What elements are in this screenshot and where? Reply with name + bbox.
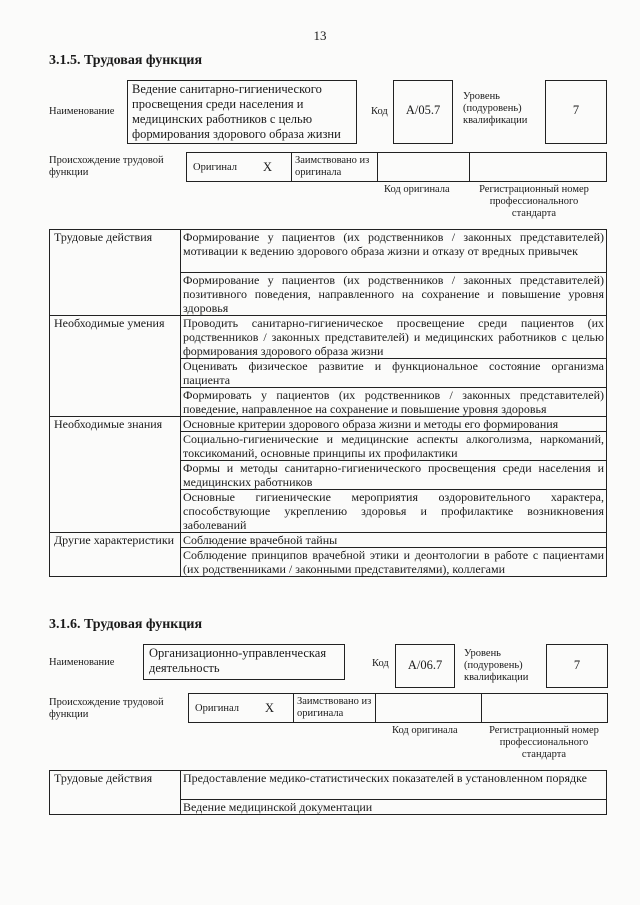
table-item: Оценивать физическое развитие и функциональное состояние организма пациента: [181, 359, 607, 388]
code-value: A/06.7: [395, 644, 455, 688]
table-item: Формировать у пациентов (их родственников / законных представителей) поведение, направленное на сохранение и повышение уровня здоровья: [181, 388, 607, 417]
level-value: 7: [545, 80, 607, 144]
origin-label: Происхождение трудовой функции: [49, 697, 164, 720]
original-mark: X: [263, 160, 273, 174]
original-label: Оригинал: [195, 703, 239, 714]
code-label: Код: [371, 106, 388, 117]
table-item: Социально-гигиенические и медицинские аспекты алкоголизма, наркоманий, токсикоманий, основные принципы их профилактики: [181, 432, 607, 461]
table-item: Ведение медицинской документации: [181, 800, 607, 815]
function-table: [49, 229, 607, 577]
function-table: [49, 770, 607, 815]
category-cell: Другие характеристики: [50, 533, 181, 577]
table-item: Основные критерии здорового образа жизни и методы его формирования: [181, 417, 607, 432]
function-name: Ведение санитарно-гигиенического просвещения среди населения и медицинских работников с целью формирования здорового образа жизни: [127, 80, 357, 144]
level-value: 7: [546, 644, 608, 688]
reg-number-label: Регистрационный номер профессионального стандарта: [489, 725, 599, 760]
category-cell: Трудовые действия: [50, 230, 181, 316]
table-item: Формы и методы санитарно-гигиенического просвещения среди населения и медицинских работников: [181, 461, 607, 490]
original-label: Оригинал: [193, 162, 237, 173]
page-number: 13: [313, 28, 327, 43]
origin-row: [186, 152, 607, 182]
category-cell: Необходимые знания: [50, 417, 181, 533]
category-cell: Трудовые действия: [50, 771, 181, 815]
code-value: A/05.7: [393, 80, 453, 144]
origin-label: Происхождение трудовой функции: [49, 155, 164, 178]
section-heading: 3.1.5. Трудовая функция: [49, 53, 203, 68]
table-item: Соблюдение принципов врачебной этики и деонтологии в работе с пациентами (их родственниками / законными представителями), коллегами: [181, 548, 607, 577]
table-item: Соблюдение врачебной тайны: [181, 533, 607, 548]
section-heading: 3.1.6. Трудовая функция: [49, 617, 203, 632]
table-item: Проводить санитарно-гигиеническое просвещение среди пациентов (их родственников / законных представителей) и медицинских работников с целью формирования здорового образа жизни: [181, 316, 607, 359]
name-label: Наименование: [49, 657, 115, 668]
name-label: Наименование: [49, 106, 115, 117]
function-name: Организационно-управленческая деятельность: [143, 644, 345, 680]
level-label: Уровень (подуровень) квалификации: [464, 648, 529, 683]
code-label: Код: [372, 658, 389, 669]
table-item: Формирование у пациентов (их родственников / законных представителей) позитивного поведения, направленного на сохранение и повышение уровня здоровья: [181, 273, 607, 316]
borrowed-label: Заимствовано из оригинала: [295, 155, 370, 178]
table-item: Предоставление медико-статистических показателей в установленном порядке: [181, 771, 607, 800]
orig-code-label: Код оригинала: [392, 725, 458, 736]
original-mark: X: [265, 701, 275, 715]
level-label: Уровень (подуровень) квалификации: [463, 91, 528, 126]
reg-number-label: Регистрационный номер профессионального стандарта: [479, 184, 589, 219]
table-item: Формирование у пациентов (их родственников / законных представителей) мотивации к ведению здорового образа жизни и отказу от вредных привычек: [181, 230, 607, 273]
category-cell: Необходимые умения: [50, 316, 181, 417]
table-item: Основные гигиенические мероприятия оздоровительного характера, способствующие укреплению здоровья и профилактике возникновения заболеваний: [181, 490, 607, 533]
orig-code-label: Код оригинала: [384, 184, 450, 195]
origin-row: [188, 693, 608, 723]
borrowed-label: Заимствовано из оригинала: [297, 696, 372, 719]
